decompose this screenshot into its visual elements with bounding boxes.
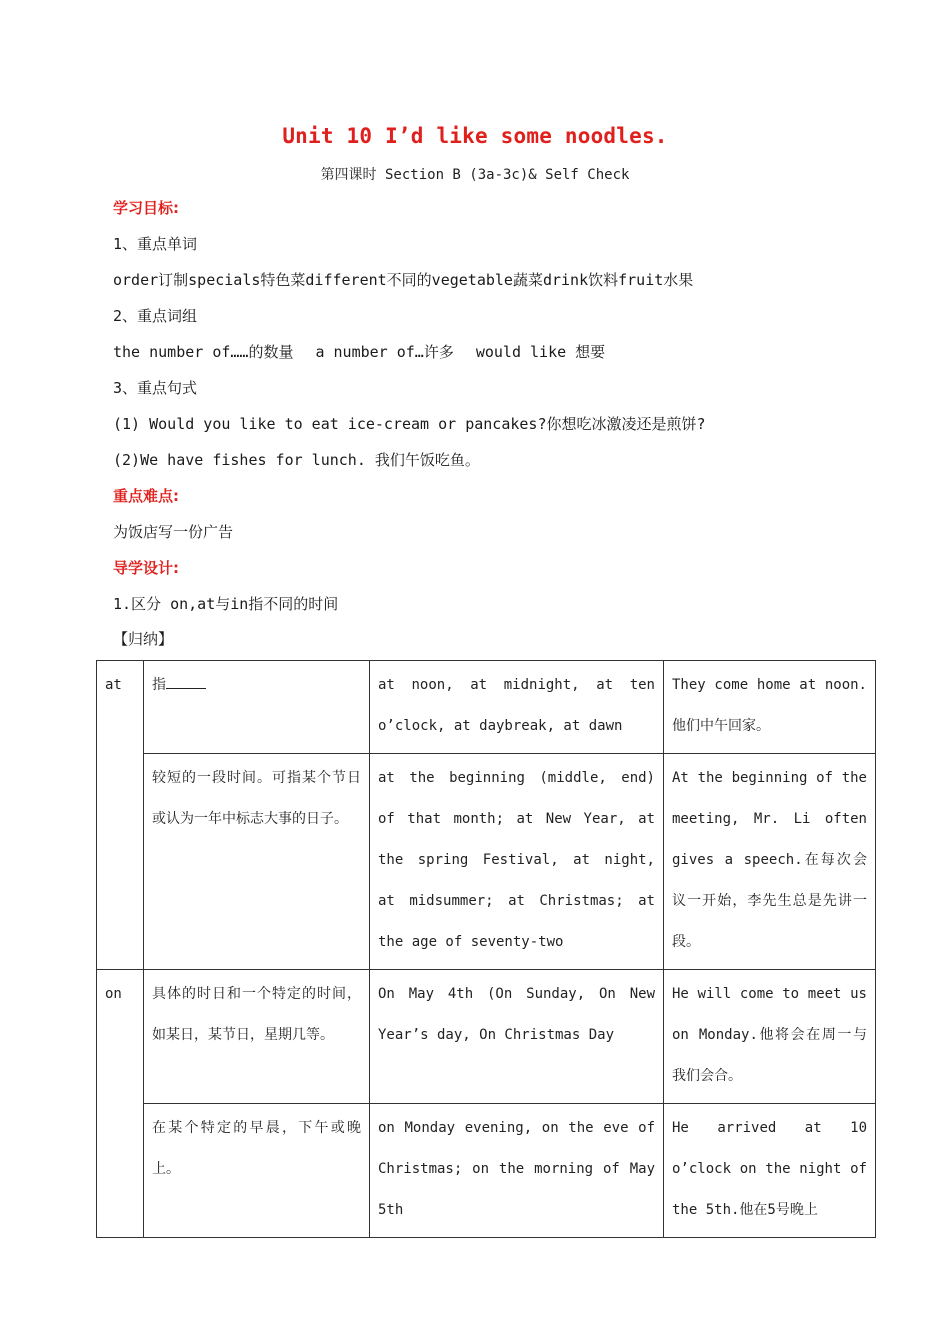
sentence-2: (2)We have fishes for lunch. 我们午饭吃鱼。 xyxy=(113,451,480,469)
table-row xyxy=(97,1104,876,1238)
sentence-cell: They come home at noon. 他们中午回家。 xyxy=(664,661,876,754)
objectives-heading: 学习目标: xyxy=(113,199,179,217)
fill-in-blank xyxy=(166,674,206,689)
phrase-item: the number of……的数量 xyxy=(113,343,294,361)
design-item-1: 1.区分 on,at与in指不同的时间 xyxy=(113,595,339,613)
words-heading: 1、重点单词 xyxy=(113,235,198,253)
table-row xyxy=(97,661,876,754)
design-heading: 导学设计: xyxy=(113,559,179,577)
table-row xyxy=(97,754,876,970)
sentence-cell: He arrived at 10 o’clock on the night of the 5th.他在5号晚上 xyxy=(664,1104,876,1238)
meaning-cell: 具体的时日和一个特定的时间，如某日，某节日，星期几等。 xyxy=(144,970,370,1104)
page-subtitle: 第四课时 Section B (3a-3c)& Self Check xyxy=(320,167,630,183)
page-title: Unit 10 I’d like some noodles. xyxy=(282,124,668,148)
meaning-cell xyxy=(144,661,370,754)
phrase-item: a number of…许多 xyxy=(315,343,454,361)
prepositions-table xyxy=(96,660,876,1238)
examples-cell: at noon, at midnight, at ten o’clock, at daybreak, at dawn xyxy=(370,661,664,754)
table-row xyxy=(97,970,876,1104)
phrases-heading: 2、重点词组 xyxy=(113,307,198,325)
meaning-text: 指 xyxy=(152,677,166,693)
examples-cell: On May 4th (On Sunday, On New Year’s day, On Christmas Day xyxy=(370,970,664,1104)
examples-cell: on Monday evening, on the eve of Christmas; on the morning of May 5th xyxy=(370,1104,664,1238)
phrases-line xyxy=(113,341,605,362)
words-line: order订制specials特色菜different不同的vegetable蔬菜drink饮料fruit水果 xyxy=(113,271,694,289)
examples-cell: at the beginning (middle, end) of that month; at New Year, at the spring Festival, at night, at midsummer; at Christmas; at the age of seventy-two xyxy=(370,754,664,970)
sentences-heading: 3、重点句式 xyxy=(113,379,198,397)
summary-label: 【归纳】 xyxy=(113,630,174,648)
prep-cell: on xyxy=(97,970,144,1238)
meaning-cell: 在某个特定的早晨，下午或晚上。 xyxy=(144,1104,370,1238)
difficulty-heading: 重点难点: xyxy=(113,487,179,505)
sentence-cell: He will come to meet us on Monday.他将会在周一与我们会合。 xyxy=(664,970,876,1104)
sentence-cell: At the beginning of the meeting, Mr. Li often gives a speech.在每次会议一开始，李先生总是先讲一段。 xyxy=(664,754,876,970)
sentence-1: (1) Would you like to eat ice-cream or pancakes?你想吃冰激凌还是煎饼? xyxy=(113,415,706,433)
difficulty-text: 为饭店写一份广告 xyxy=(113,523,234,541)
phrase-item: would like 想要 xyxy=(475,343,606,361)
prep-cell: at xyxy=(97,661,144,970)
meaning-cell: 较短的一段时间。可指某个节日或认为一年中标志大事的日子。 xyxy=(144,754,370,970)
